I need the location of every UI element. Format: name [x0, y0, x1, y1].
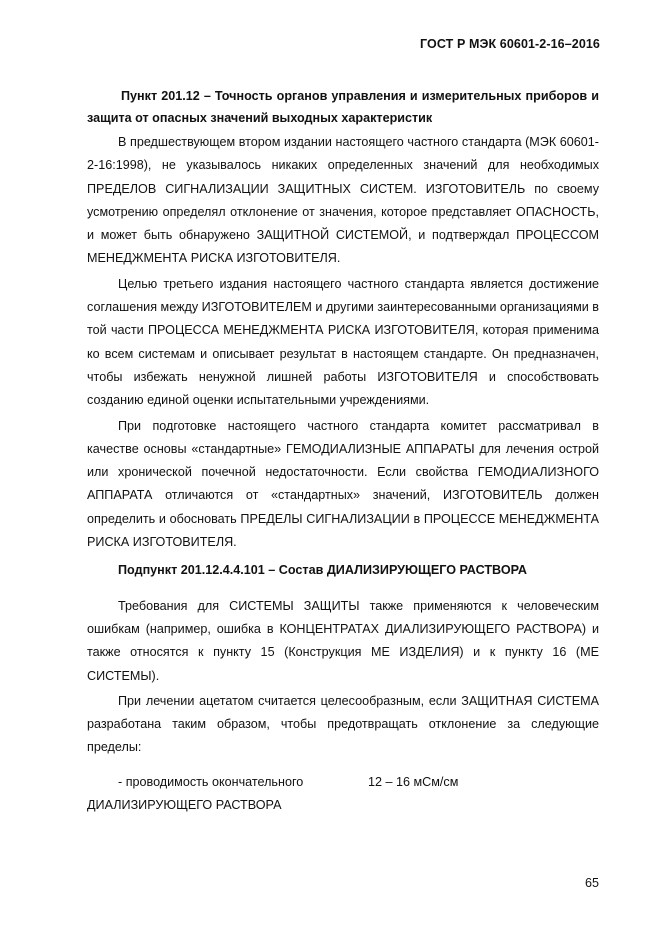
- paragraph: В предшествующем втором издании настоящего частного стандарта (МЭК 60601-2-16:1998), не указывалось никаких определенных значений для необходимых ПРЕДЕЛОВ СИГНАЛИЗАЦИИ ЗАЩИТНЫХ СИСТЕМ. ИЗГОТОВИТЕЛЬ по своему усмотрению определял отклонение от значения, которое представляет ОПАСНОСТЬ, и может быть обнаружено ЗАЩИТНОЙ СИСТЕМОЙ, и подтверждал ПРОЦЕССОМ МЕНЕДЖМЕНТА РИСКА ИЗГОТОВИТЕЛЯ.: [87, 135, 599, 266]
- paragraph: Требования для СИСТЕМЫ ЗАЩИТЫ также применяются к человеческим ошибкам (например, ошибка в КОНЦЕНТРАТАХ ДИАЛИЗИРУЮЩЕГО РАСТВОРА) и также относятся к пункту 15 (Конструкция МЕ ИЗДЕЛИЯ) и к пункту 16 (МЕ СИСТЕМЫ).: [87, 598, 599, 683]
- paragraph: При подготовке настоящего частного стандарта комитет рассматривал в качестве основы «стандартные» ГЕМОДИАЛИЗНЫЕ АППАРАТЫ для лечения острой или хронической почечной недостаточности. Если свойства ГЕМОДИАЛИЗНОГО АППАРАТА отличаются от «стандартных» значений, ИЗГОТОВИТЕЛЬ должен определить и обосновать ПРЕДЕЛЫ СИГНАЛИЗАЦИИ в ПРОЦЕССЕ МЕНЕДЖМЕНТА РИСКА ИЗГОТОВИТЕЛЯ.: [87, 418, 599, 550]
- limit-list-item: [87, 771, 599, 818]
- limit-parameter-value: 12 – 16 мСм/см: [368, 774, 459, 789]
- subsection-heading-201-12-4-4-101: Подпункт 201.12.4.4.101 – Состав ДИАЛИЗИРУЮЩЕГО РАСТВОРА: [118, 563, 528, 578]
- section-heading-201-12: Пункт 201.12 – Точность органов управления и измерительных приборов и защита от опасных значений выходных характеристик: [87, 89, 599, 125]
- limit-parameter-label: - проводимость окончательного: [118, 774, 304, 789]
- document-code-header: ГОСТ Р МЭК 60601-2-16–2016: [420, 37, 600, 51]
- limit-parameter-continuation: ДИАЛИЗИРУЮЩЕГО РАСТВОРА: [87, 798, 282, 813]
- page-content: [87, 86, 599, 817]
- paragraph: Целью третьего издания настоящего частного стандарта является достижение соглашения между ИЗГОТОВИТЕЛЕМ и другими заинтересованными организациями в той части ПРОЦЕССА МЕНЕДЖМЕНТА РИСКА ИЗГОТОВИТЕЛЯ, которая применима ко всем системам и описывает результат в настоящем стандарте. Он предназначен, чтобы избежать ненужной лишней работы ИЗГОТОВИТЕЛЯ и способствовать созданию единой оценки испытательными учреждениями.: [87, 276, 599, 408]
- page-number: 65: [584, 876, 599, 890]
- paragraph: При лечении ацетатом считается целесообразным, если ЗАЩИТНАЯ СИСТЕМА разработана таким образом, чтобы предотвращать отклонение за следующие пределы:: [87, 693, 599, 755]
